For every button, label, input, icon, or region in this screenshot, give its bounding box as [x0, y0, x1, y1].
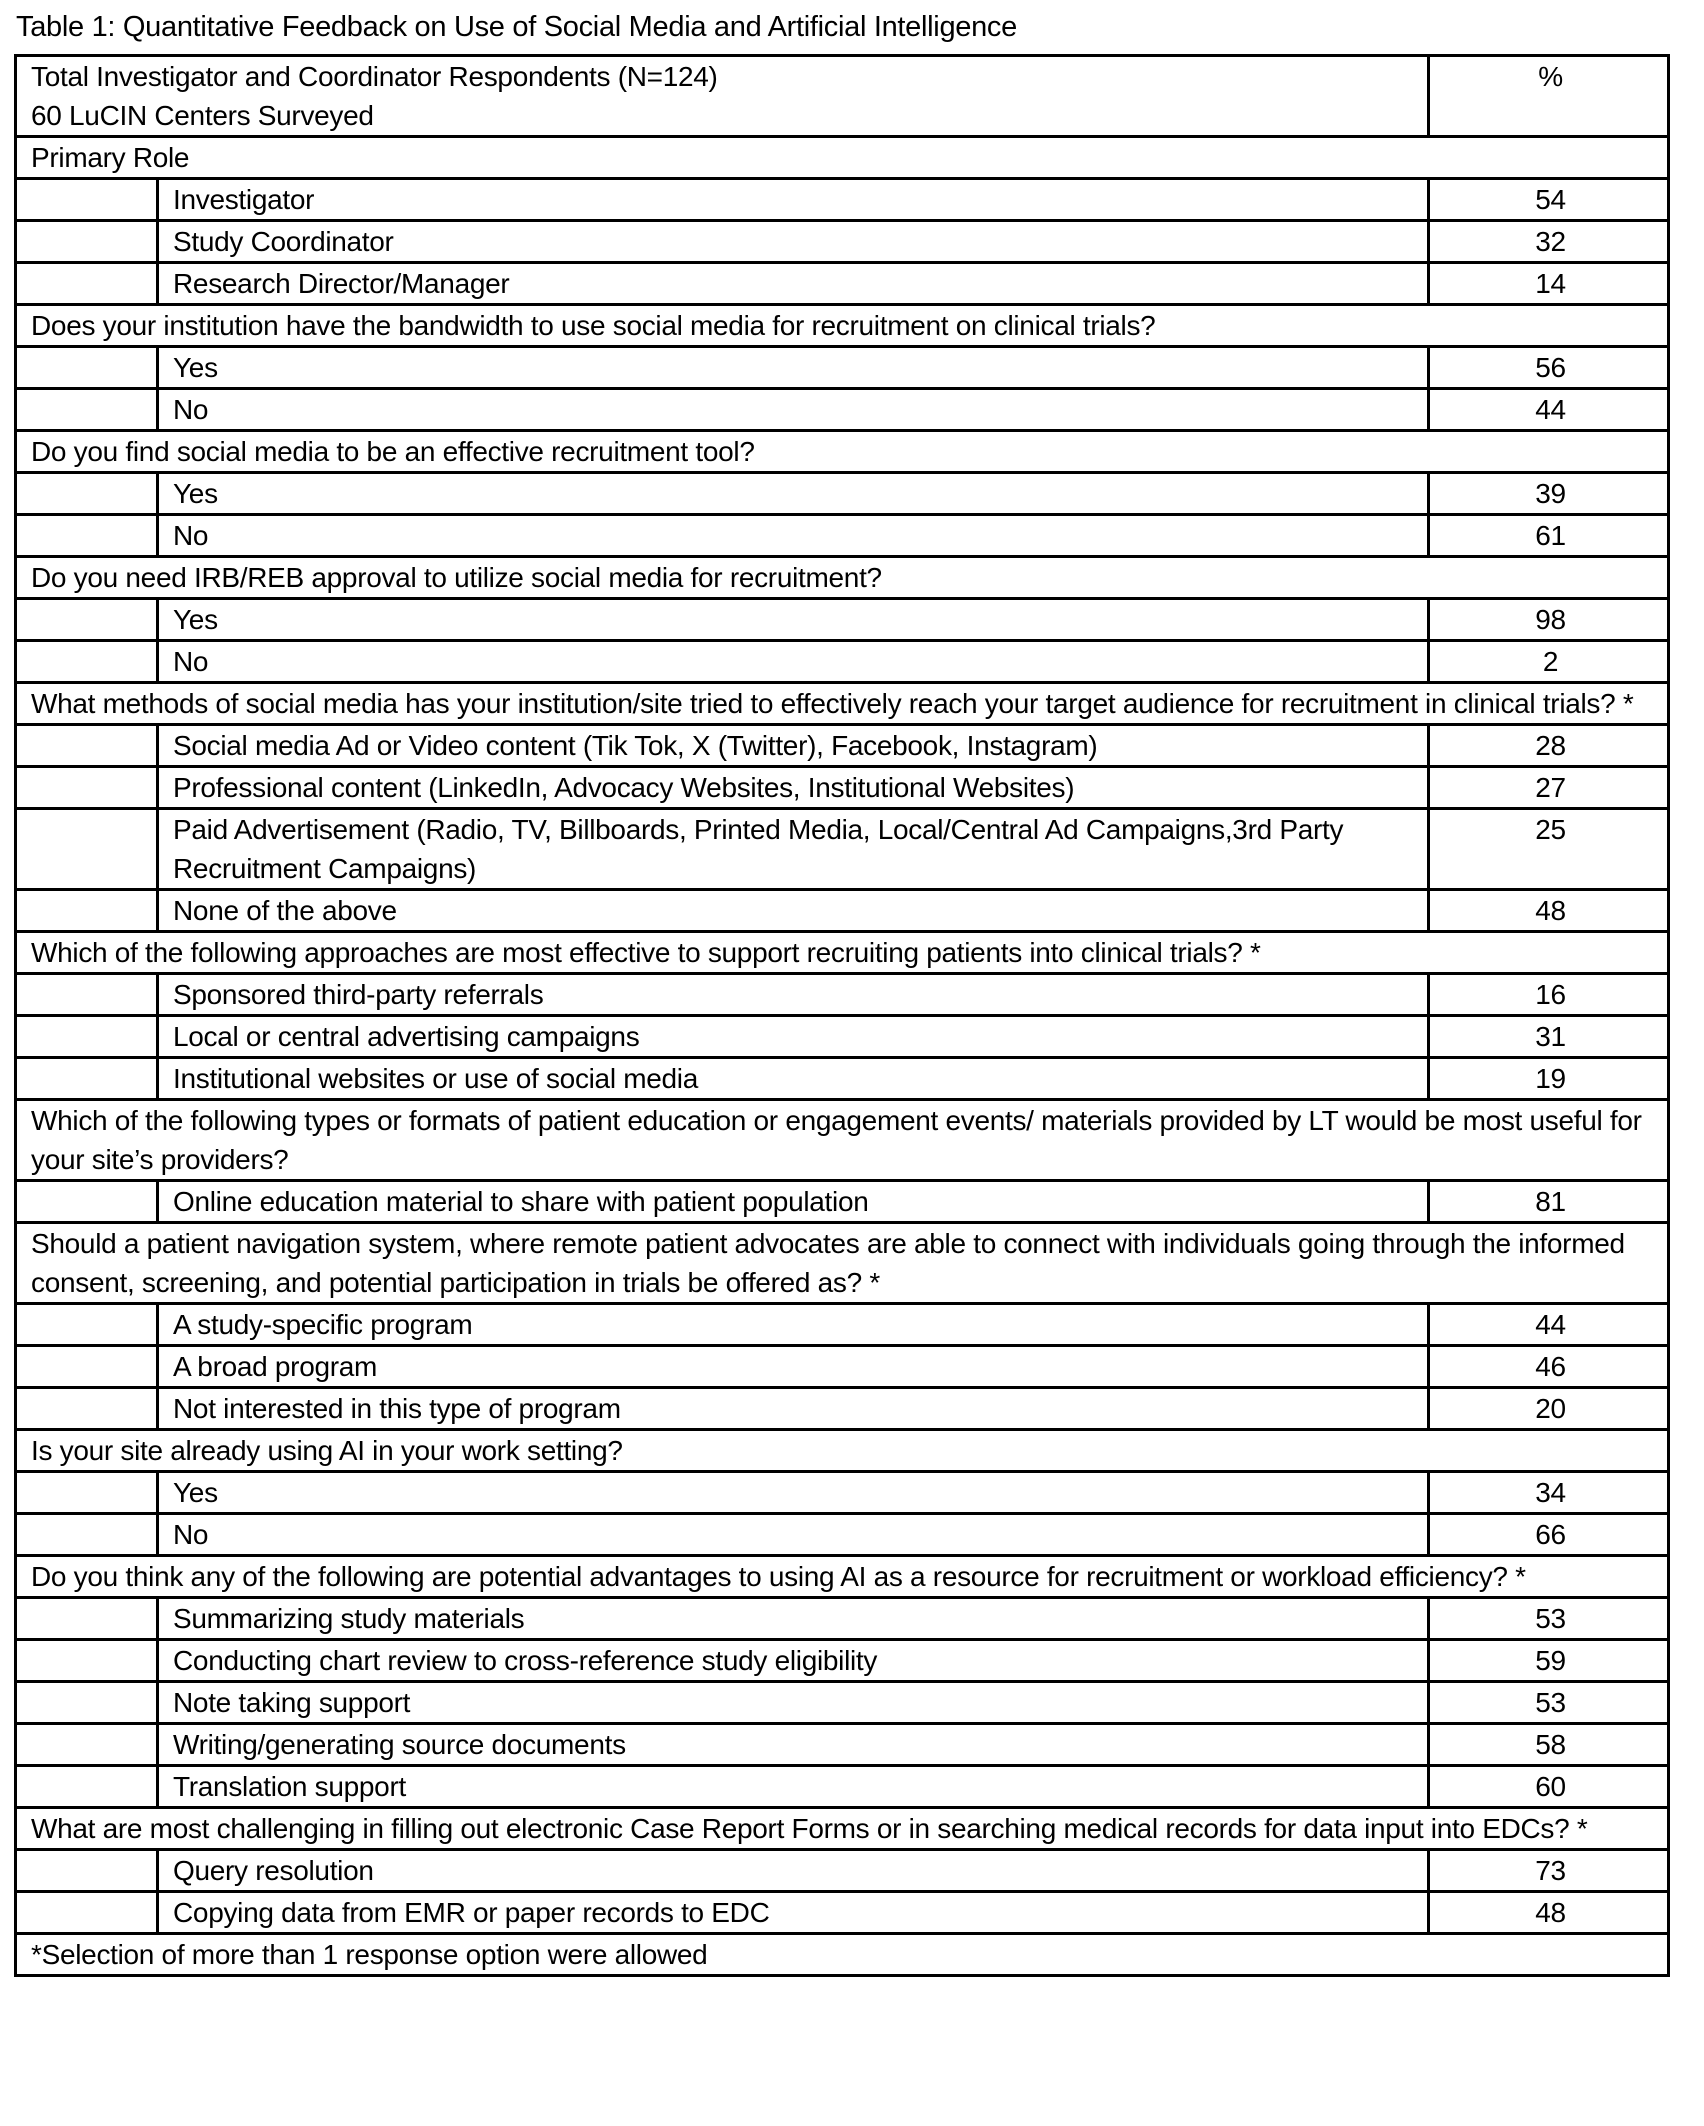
- question-cell: Should a patient navigation system, where remote patient advocates are able to connect with individuals going through the informed consent, screening, and potential participation in trials be offered as? *: [16, 1223, 1669, 1304]
- item-value-cell: 28: [1429, 725, 1669, 767]
- item-label-cell: Not interested in this type of program: [158, 1388, 1429, 1430]
- item-value-cell: 81: [1429, 1181, 1669, 1223]
- item-value-cell: 27: [1429, 767, 1669, 809]
- item-label-cell: No: [158, 515, 1429, 557]
- indent-cell: [16, 1766, 158, 1808]
- indent-cell: [16, 767, 158, 809]
- item-row: [16, 641, 1669, 683]
- item-row: [16, 1850, 1669, 1892]
- header-line-2: 60 LuCIN Centers Surveyed: [31, 100, 374, 131]
- indent-cell: [16, 1388, 158, 1430]
- indent-cell: [16, 1058, 158, 1100]
- item-row: [16, 221, 1669, 263]
- indent-cell: [16, 809, 158, 890]
- question-row: [16, 137, 1669, 179]
- item-row: [16, 1892, 1669, 1934]
- feedback-table: [14, 54, 1670, 1977]
- question-cell: Which of the following approaches are most effective to support recruiting patients into clinical trials? *: [16, 932, 1669, 974]
- indent-cell: [16, 1892, 158, 1934]
- item-label-cell: Yes: [158, 347, 1429, 389]
- item-label-cell: A broad program: [158, 1346, 1429, 1388]
- item-row: [16, 347, 1669, 389]
- indent-cell: [16, 347, 158, 389]
- item-value-cell: 56: [1429, 347, 1669, 389]
- question-row: [16, 557, 1669, 599]
- item-row: [16, 599, 1669, 641]
- indent-cell: [16, 473, 158, 515]
- item-value-cell: 19: [1429, 1058, 1669, 1100]
- item-value-cell: 2: [1429, 641, 1669, 683]
- item-value-cell: 58: [1429, 1724, 1669, 1766]
- item-value-cell: 32: [1429, 221, 1669, 263]
- item-row: [16, 389, 1669, 431]
- item-value-cell: 14: [1429, 263, 1669, 305]
- question-cell: Is your site already using AI in your work setting?: [16, 1430, 1669, 1472]
- item-row: [16, 1766, 1669, 1808]
- item-row: [16, 1724, 1669, 1766]
- indent-cell: [16, 515, 158, 557]
- header-percent-cell: %: [1429, 56, 1669, 137]
- item-row: [16, 1514, 1669, 1556]
- item-value-cell: 48: [1429, 1892, 1669, 1934]
- item-label-cell: Research Director/Manager: [158, 263, 1429, 305]
- item-label-cell: Summarizing study materials: [158, 1598, 1429, 1640]
- question-cell: What are most challenging in filling out electronic Case Report Forms or in searching medical records for data input into EDCs? *: [16, 1808, 1669, 1850]
- indent-cell: [16, 1682, 158, 1724]
- indent-cell: [16, 1016, 158, 1058]
- item-label-cell: No: [158, 389, 1429, 431]
- indent-cell: [16, 1724, 158, 1766]
- question-cell: Does your institution have the bandwidth to use social media for recruitment on clinical trials?: [16, 305, 1669, 347]
- item-label-cell: No: [158, 1514, 1429, 1556]
- table-header-row: [16, 56, 1669, 137]
- item-value-cell: 39: [1429, 473, 1669, 515]
- item-label-cell: Yes: [158, 1472, 1429, 1514]
- indent-cell: [16, 263, 158, 305]
- item-row: [16, 809, 1669, 890]
- item-value-cell: 73: [1429, 1850, 1669, 1892]
- table-title: Table 1: Quantitative Feedback on Use of Social Media and Artificial Intelligence: [16, 11, 1017, 43]
- item-value-cell: 66: [1429, 1514, 1669, 1556]
- item-label-cell: Paid Advertisement (Radio, TV, Billboards, Printed Media, Local/Central Ad Campaigns,3rd Party Recruitment Campaigns): [158, 809, 1429, 890]
- item-row: [16, 1682, 1669, 1724]
- item-row: [16, 1472, 1669, 1514]
- question-cell: Which of the following types or formats of patient education or engagement events/ materials provided by LT would be most useful for your site’s providers?: [16, 1100, 1669, 1181]
- item-label-cell: Online education material to share with patient population: [158, 1181, 1429, 1223]
- item-label-cell: Note taking support: [158, 1682, 1429, 1724]
- item-value-cell: 46: [1429, 1346, 1669, 1388]
- indent-cell: [16, 1850, 158, 1892]
- item-value-cell: 59: [1429, 1640, 1669, 1682]
- item-row: [16, 1640, 1669, 1682]
- item-label-cell: Copying data from EMR or paper records to EDC: [158, 1892, 1429, 1934]
- item-row: [16, 473, 1669, 515]
- question-cell: What methods of social media has your institution/site tried to effectively reach your target audience for recruitment in clinical trials? *: [16, 683, 1669, 725]
- item-value-cell: 25: [1429, 809, 1669, 890]
- item-value-cell: 34: [1429, 1472, 1669, 1514]
- question-row: [16, 431, 1669, 473]
- item-label-cell: No: [158, 641, 1429, 683]
- item-label-cell: Conducting chart review to cross-reference study eligibility: [158, 1640, 1429, 1682]
- footnote-cell: *Selection of more than 1 response option were allowed: [16, 1934, 1669, 1976]
- item-value-cell: 98: [1429, 599, 1669, 641]
- item-label-cell: Social media Ad or Video content (Tik Tok, X (Twitter), Facebook, Instagram): [158, 725, 1429, 767]
- item-label-cell: Sponsored third-party referrals: [158, 974, 1429, 1016]
- item-value-cell: 44: [1429, 1304, 1669, 1346]
- item-value-cell: 53: [1429, 1598, 1669, 1640]
- item-value-cell: 44: [1429, 389, 1669, 431]
- indent-cell: [16, 974, 158, 1016]
- question-cell: Do you need IRB/REB approval to utilize social media for recruitment?: [16, 557, 1669, 599]
- question-row: [16, 305, 1669, 347]
- item-label-cell: Study Coordinator: [158, 221, 1429, 263]
- question-cell: Do you think any of the following are potential advantages to using AI as a resource for recruitment or workload efficiency? *: [16, 1556, 1669, 1598]
- footnote-row: [16, 1934, 1669, 1976]
- indent-cell: [16, 1472, 158, 1514]
- item-row: [16, 1598, 1669, 1640]
- question-row: [16, 1223, 1669, 1304]
- item-row: [16, 1346, 1669, 1388]
- item-row: [16, 725, 1669, 767]
- indent-cell: [16, 179, 158, 221]
- item-label-cell: Investigator: [158, 179, 1429, 221]
- item-label-cell: Query resolution: [158, 1850, 1429, 1892]
- item-value-cell: 16: [1429, 974, 1669, 1016]
- header-label-cell: [16, 56, 1429, 137]
- indent-cell: [16, 1514, 158, 1556]
- item-value-cell: 20: [1429, 1388, 1669, 1430]
- item-value-cell: 61: [1429, 515, 1669, 557]
- item-value-cell: 31: [1429, 1016, 1669, 1058]
- indent-cell: [16, 221, 158, 263]
- item-row: [16, 767, 1669, 809]
- question-row: [16, 1808, 1669, 1850]
- header-line-1: Total Investigator and Coordinator Respondents (N=124): [31, 61, 718, 92]
- item-label-cell: Yes: [158, 599, 1429, 641]
- indent-cell: [16, 1346, 158, 1388]
- item-value-cell: 48: [1429, 890, 1669, 932]
- item-row: [16, 1016, 1669, 1058]
- item-row: [16, 179, 1669, 221]
- item-label-cell: Writing/generating source documents: [158, 1724, 1429, 1766]
- item-label-cell: Institutional websites or use of social media: [158, 1058, 1429, 1100]
- indent-cell: [16, 1640, 158, 1682]
- question-cell: Primary Role: [16, 137, 1669, 179]
- item-row: [16, 1388, 1669, 1430]
- item-value-cell: 53: [1429, 1682, 1669, 1724]
- indent-cell: [16, 890, 158, 932]
- item-value-cell: 54: [1429, 179, 1669, 221]
- item-row: [16, 974, 1669, 1016]
- indent-cell: [16, 1598, 158, 1640]
- indent-cell: [16, 1304, 158, 1346]
- item-row: [16, 890, 1669, 932]
- item-label-cell: None of the above: [158, 890, 1429, 932]
- item-row: [16, 263, 1669, 305]
- item-row: [16, 1058, 1669, 1100]
- indent-cell: [16, 725, 158, 767]
- item-value-cell: 60: [1429, 1766, 1669, 1808]
- item-label-cell: Professional content (LinkedIn, Advocacy Websites, Institutional Websites): [158, 767, 1429, 809]
- item-label-cell: Local or central advertising campaigns: [158, 1016, 1429, 1058]
- indent-cell: [16, 389, 158, 431]
- item-label-cell: Translation support: [158, 1766, 1429, 1808]
- question-row: [16, 1430, 1669, 1472]
- question-row: [16, 1100, 1669, 1181]
- item-row: [16, 515, 1669, 557]
- question-cell: Do you find social media to be an effective recruitment tool?: [16, 431, 1669, 473]
- question-row: [16, 683, 1669, 725]
- item-label-cell: Yes: [158, 473, 1429, 515]
- indent-cell: [16, 599, 158, 641]
- indent-cell: [16, 1181, 158, 1223]
- question-row: [16, 1556, 1669, 1598]
- indent-cell: [16, 641, 158, 683]
- item-row: [16, 1181, 1669, 1223]
- item-label-cell: A study-specific program: [158, 1304, 1429, 1346]
- question-row: [16, 932, 1669, 974]
- item-row: [16, 1304, 1669, 1346]
